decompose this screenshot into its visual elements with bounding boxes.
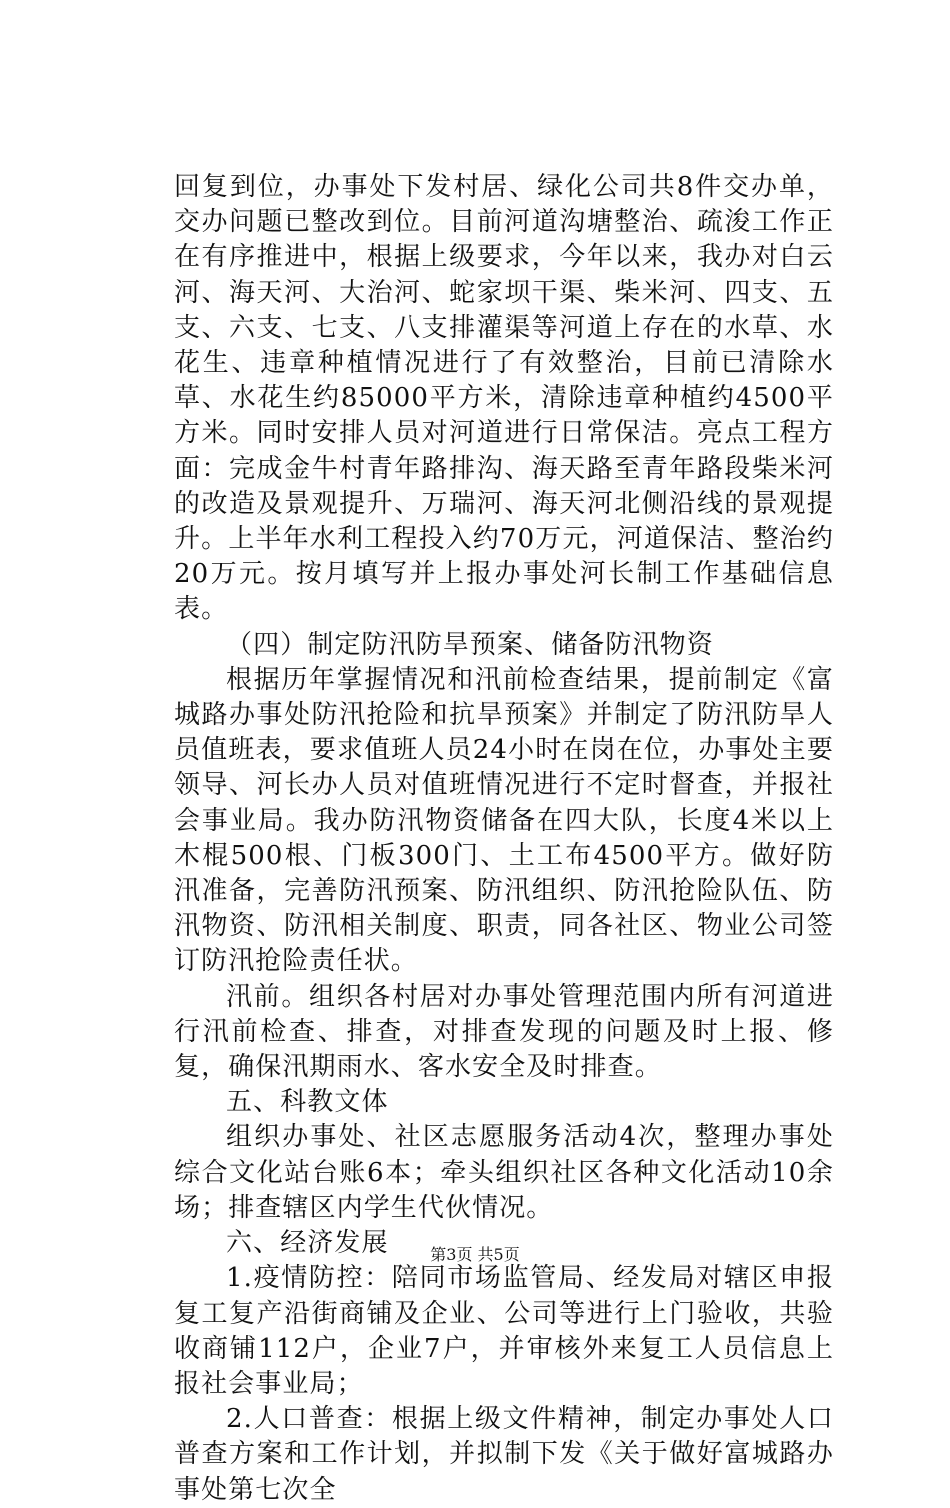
page-footer: 第3页 共5页 (430, 1245, 520, 1264)
section-heading-flood-prevention: （四）制定防汛防旱预案、储备防汛物资 (226, 629, 714, 660)
paragraph-river-governance: 回复到位，办事处下发村居、绿化公司共8件交办单，交办问题已整改到位。目前河道沟塘整治、疏浚工作正在有序推进中，根据上级要求，今年以来，我办对白云河、海天河、大治河、蛇家坝干渠、柴米河、四支、五支、六支、七支、八支排灌渠等河道上存在的水草、水花生、违章种植情况进行了有效整治，目前已清除水草、水花生约85000平方米，清除违章种植约4500平方米。同时安排人员对河道进行日常保洁。亮点工程方面：完成金牛村青年路排沟、海天路至青年路段柴米河的改造及景观提升、万瑞河、海天河北侧沿线的景观提升。上半年水利工程投入约70万元，河道保洁、整治约20万元。按月填写并上报办事处河长制工作基础信息表。 (174, 172, 834, 625)
paragraph-epidemic-control: 1.疫情防控：陪同市场监管局、经发局对辖区申报复工复产沿街商铺及企业、公司等进行上门验收，共验收商铺112户，企业7户，并审核外来复工人员信息上报社会事业局； (174, 1263, 834, 1399)
paragraph-pre-flood-check: 汛前。组织各村居对办事处管理范围内所有河道进行汛前检查、排查，对排查发现的问题及时上报、修复，确保汛期雨水、客水安全及时排查。 (174, 981, 834, 1083)
paragraph-census: 2.人口普查：根据上级文件精神，制定办事处人口普查方案和工作计划，并拟制下发《关于做好富城路办事处第七次全 (174, 1404, 834, 1505)
document-body (174, 170, 834, 1508)
section-heading-economic-development: 六、经济发展 (226, 1228, 389, 1259)
paragraph-cultural-activities: 组织办事处、社区志愿服务活动4次，整理办事处综合文化站台账6本；牵头组织社区各种文化活动10余场；排查辖区内学生代伙情况。 (174, 1122, 834, 1223)
paragraph-flood-plan: 根据历年掌握情况和汛前检查结果，提前制定《富城路办事处防汛抢险和抗旱预案》并制定了防汛防旱人员值班表，要求值班人员24小时在岗在位，办事处主要领导、河长办人员对值班情况进行不定时督查，并报社会事业局。我办防汛物资储备在四大队，长度4米以上木棍500根、门板300门、土工布4500平方。做好防汛准备，完善防汛预案、防汛组织、防汛抢险队伍、防汛物资、防汛相关制度、职责，同各社区、物业公司签订防汛抢险责任状。 (174, 664, 834, 977)
section-heading-science-education: 五、科教文体 (226, 1087, 389, 1118)
